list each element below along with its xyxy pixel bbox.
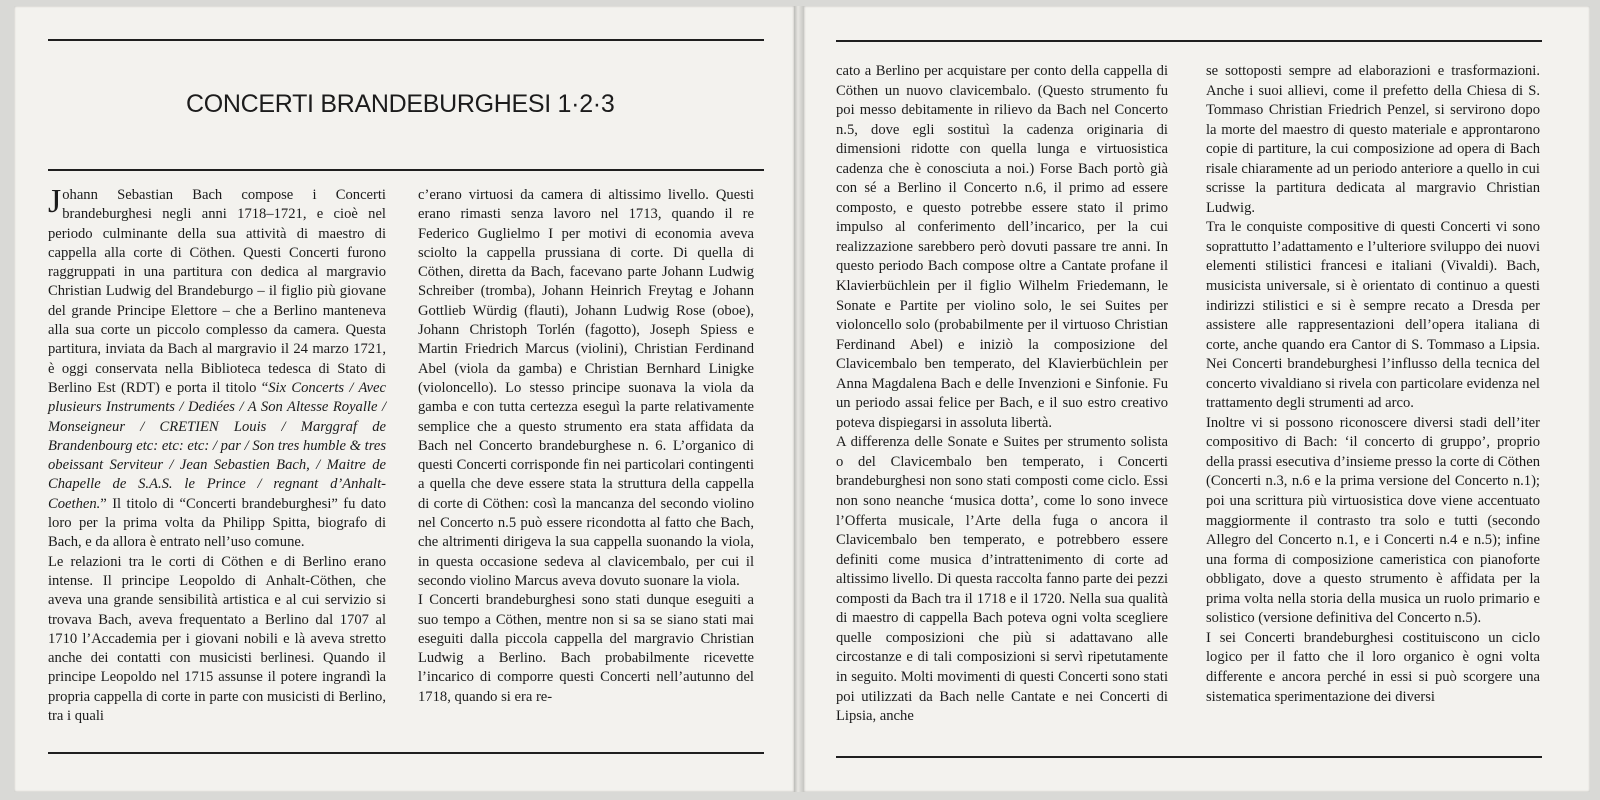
paragraph: Le relazioni tra le corti di Cöthen e di Berlino erano intense. Il principe Leopoldo di Anhalt-Cöthen, che aveva una grande sensibilità artistica e al cui servizio si trovava Bach, aveva frequentato a Berlino dal 1707 al 1710 l’Accademia per i giovani nobili e là aveva stretto anche dei contatti con musicisti berlinesi. Quando il principe Leopoldo nel 1715 assunse il potere ingrandì la propria cappella di corte in parte con musicisti di Berlino, tra i quali [48,553,386,725]
dedication-title: Six Concerts / Avec plusieurs Instruments / Dediées / A Son Altesse Royalle / Monseigneur / CRETIEN Louis / Marggraf de Brandenbourg etc: etc: etc: / par / Son tres humble & tres obeissant Serviteur / Jean Sebastien Bach, / Maitre de Chapelle de S.A.S. le Prince / regnant d’Anhalt-Coethen. [48,379,386,512]
paragraph: Inoltre vi si possono riconoscere diversi stadi dell’iter compositivo di Bach: ‘il concerto di gruppo’, proprio della prassi esecutiva d’insieme presso la corte di Cöthen (Concerti n.3, n.6 e la prima versione del Concerto n.1); poi una scrittura più virtuosistica dove viene accentuato maggiormente il contrasto tra solo e tutti (secondo Allegro del Concerto n.1, e i Concerti n.4 e n.5); infine una forma di composizione cameristica con pianoforte obbligato, dove a questo strumento è affidata per la prima volta nella storia della musica un ruolo primario e solistico (versione definitiva del Concerto n.5). [1206,414,1540,627]
paragraph-text: ohann Sebastian Bach compose i Concerti brandeburghesi negli anni 1718–1721, e cioè nel periodo culminante della sua attività di maestro di cappella alla corte di Cöthen. Questi Concerti furono raggruppati in una partitura con dedica al margravio Christian Ludwig del Brandeburgo – il figlio più giovane del grande Principe Elettore – che a Berlino manteneva alla sua corte un piccolo complesso da camera. Questa partitura, inviata da Bach al margravio il 24 marzo 1721, è oggi conservata nella Biblioteca tedesca di Stato di Berlino Est (RDT) e porta il titolo “ [48,187,386,396]
top-rule-left [48,39,764,41]
left-column-1 [48,183,386,726]
right-column-2 [1206,62,1540,707]
top-rule-right [836,40,1542,42]
paragraph: se sottoposti sempre ad elaborazioni e trasformazioni. Anche i suoi allievi, come il prefetto della Chiesa di S. Tommaso Christian Friedrich Penzel, si servirono dopo la morte del maestro di questo materiale e approntarono copie di partiture, la cui composizione ad opera di Bach risale chiaramente ad un periodo anteriore a quello in cui scrisse la partitura dedicata al margravio Christian Ludwig. [1206,63,1540,216]
title-rule-left [48,169,764,171]
page-title: CONCERTI BRANDEBURGHESI 1·2·3 [186,90,615,118]
left-column-2 [418,186,754,707]
paragraph: cato a Berlino per acquistare per conto della cappella di Cöthen un nuovo clavicembalo. (Questo strumento fu poi messo debitamente in rilievo da Bach nel Concerto n.5, dove egli sostituì la cadenza originaria di dimensioni ridotte con quella lunga e virtuosistica cadenza che è conosciuta a noi.) Forse Bach portò già con sé a Berlino il Concerto n.6, il primo ad essere composto, e questo potrebbe essere stato il primo impulso al conferimento dell’incarico, per la cui realizzazione sarebbero però dovuti passare tre anni. In questo periodo Bach compose oltre a Cantate profane il Klavierbüchlein per il figlio Wilhelm Friedemann, le Sonate e Partite per violino solo, le sei Suites per violoncello solo (probabilmente per il virtuoso Christian Ferdinand Abel) e iniziò la composizione del Clavicembalo ben temperato, del Klavierbüchlein per Anna Magdalena Bach e delle Invenzioni e Sinfonie. Fu un periodo assai felice per Bach, e il suo estro creativo poteva dispiegarsi in assoluta libertà. [836,63,1168,431]
paragraph: I Concerti brandeburghesi sono stati dunque eseguiti a suo tempo a Cöthen, mentre non si sa se siano stati mai eseguiti dalla piccola cappella del margravio Christian Ludwig a Berlino. Bach probabilmente ricevette l’incarico di comporre questi Concerti nell’autunno del 1718, quando si era re- [418,592,754,705]
page-gutter [794,6,804,792]
right-column-1 [836,62,1168,727]
drop-cap: J [48,183,62,220]
paragraph: I sei Concerti brandeburghesi costituiscono un ciclo logico per il fatto che il loro organico è ogni volta differente e ancora perché in essi si può scorgere una sistematica sperimentazione dei diversi [1206,629,1540,705]
paragraph [48,183,386,553]
bottom-rule-left [48,752,764,754]
paragraph: A differenza delle Sonate e Suites per strumento solista o del Clavicembalo ben temperato, i Concerti brandeburghesi non sono stati composti come ciclo. Essi non sono neanche ‘musica dotta’, come lo sono invece l’Offerta musicale, l’Arte della fuga o ancora il Clavicembalo ben temperato, e potrebbero essere definiti come musica d’intrattenimento di corte ad altissimo livello. Di questa raccolta fanno parte dei pezzi composti da Bach tra il 1718 e il 1720. Nella sua qualità di maestro di cappella Bach poteva ogni volta scegliere quelle composizioni che più si adattavano alle circostanze e di tali composizioni si servì ripetutamente in seguito. Molti movimenti di questi Concerti sono stati poi utilizzati da Bach nelle Cantate e nei Concerti di Lipsia, anche [836,434,1168,725]
paragraph-text: ” Il titolo di “Concerti brandeburghesi” fu dato loro per la prima volta da Philipp Spitta, biografo di Bach, e da allora è entrato nell’uso comune. [48,495,386,551]
paragraph: Tra le conquiste compositive di questi Concerti vi sono soprattutto l’adattamento e l’ulteriore sviluppo dei nuovi elementi stilistici francesi e italiani (Vivaldi). Bach, musicista universale, si è orientato di continuo a questi indirizzi stilistici e si è sempre recato a Dresda per assistere alle rappresentazioni dell’opera italiana di corte, anche quando era Cantor di S. Tommaso a Lipsia. Nei Concerti brandeburghesi l’influsso della tecnica del concerto vivaldiano si rivela con particolare evidenza nel trattamento degli strumenti ad arco. [1206,219,1540,412]
bottom-rule-right [836,756,1542,758]
paragraph: c’erano virtuosi da camera di altissimo livello. Questi erano rimasti senza lavoro nel 1713, quando il re Federico Guglielmo I per motivi di economia aveva sciolto la cappella prussiana di corte. Di quella di Cöthen, diretta da Bach, facevano parte Johann Ludwig Schreiber (tromba), Johann Heinrich Freytag e Johann Gottlieb Würdig (flauti), Johann Ludwig Rose (oboe), Johann Christoph Torlén (fagotto), Joseph Spiess e Martin Friedrich Marcus (violini), Christian Ferdinand Abel (viola da gamba) e Christian Bernhard Linigke (violoncello). Lo stesso principe suonava la viola da gamba e con tutta certezza eseguì la parte relativamente semplice che a questo strumento era stata affidata da Bach nel Concerto brandeburghese n. 6. L’organico di questi Concerti corrisponde fin nei particolari contingenti a quella che deve essere stata la struttura della cappella di corte di Cöthen: così la mancanza del secondo violino nel Concerto n.5 può essere ricondotta al fatto che Bach, che altrimenti dirigeva la sua cappella suonando la viola, in questa occasione sedeva al clavicembalo, per cui il secondo violino Marcus aveva dovuto suonare la viola. [418,187,754,589]
